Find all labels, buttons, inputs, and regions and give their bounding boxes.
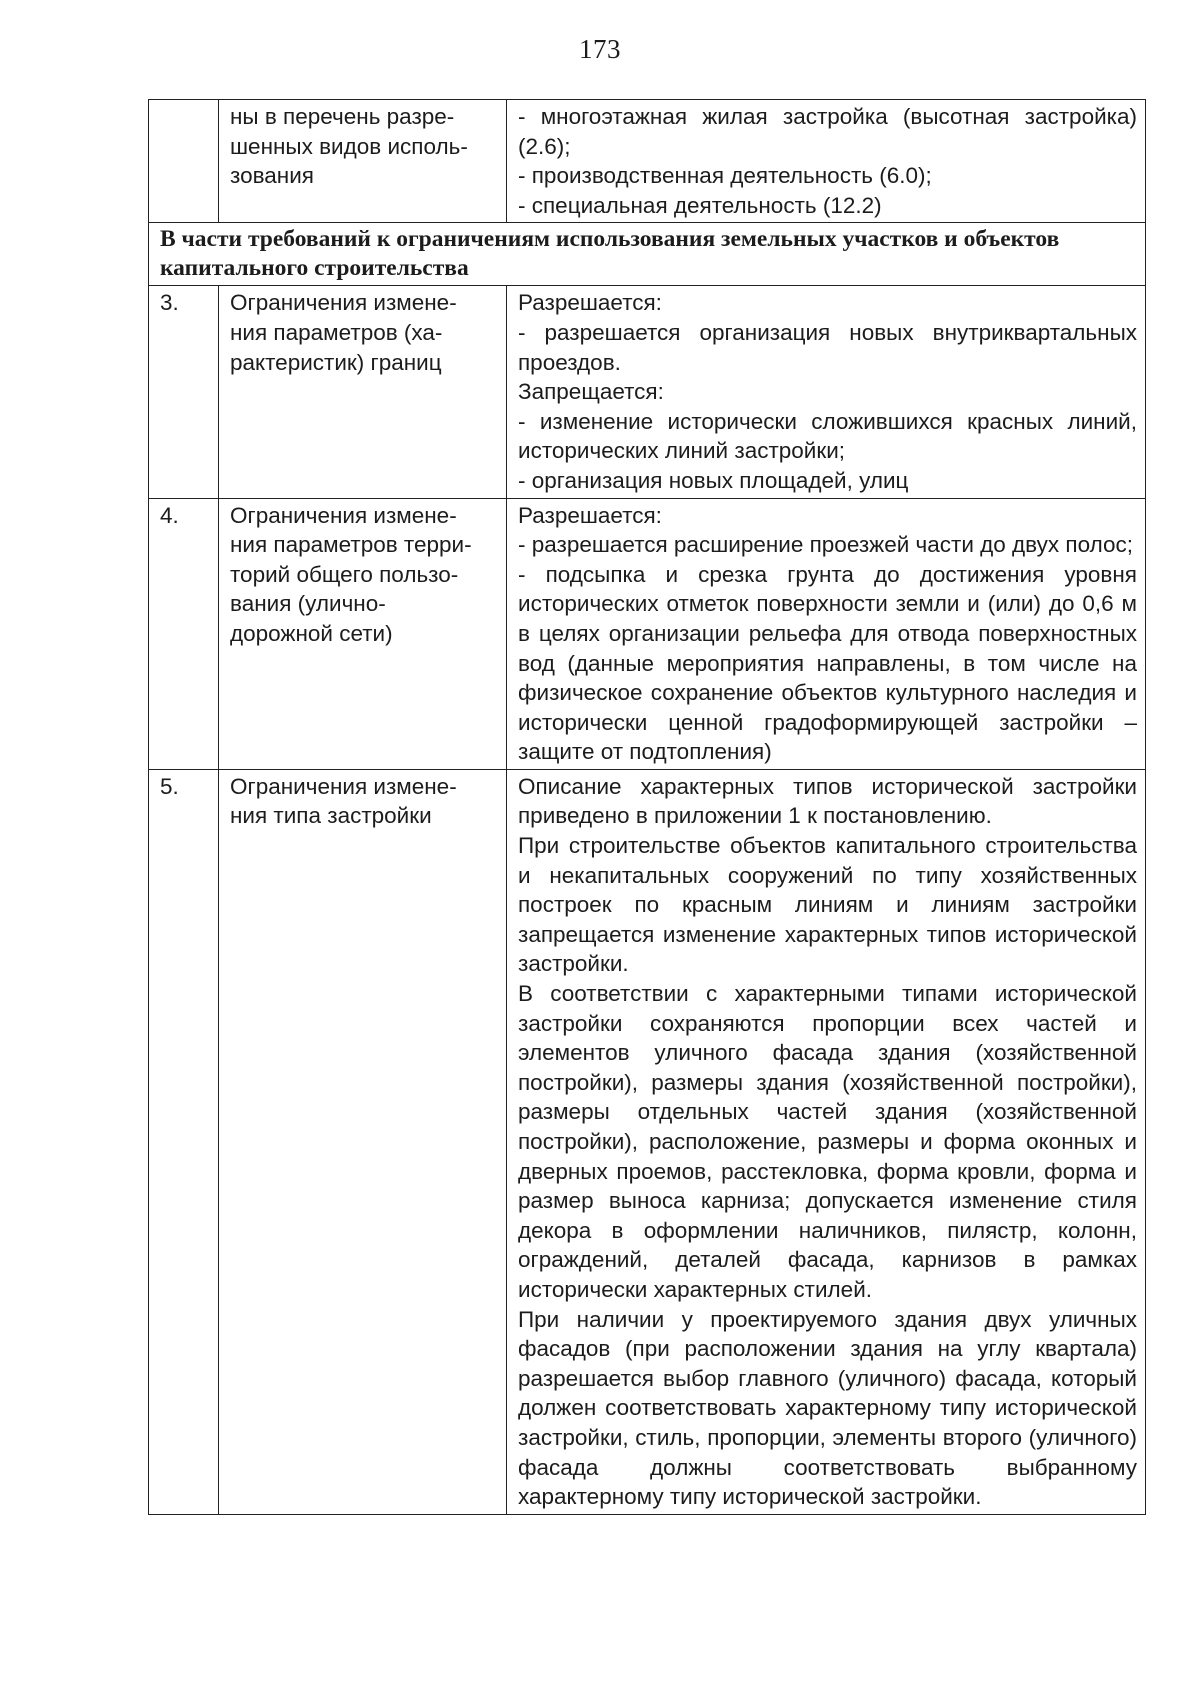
row-label-line: торий общего пользо-	[230, 561, 459, 587]
content-paragraph: - изменение исторически сложившихся красных линий, исторических линий застройки;	[518, 408, 1137, 464]
content-paragraph: - организация новых площадей, улиц	[518, 467, 909, 493]
row-label-line: Ограничения измене-	[230, 502, 457, 528]
row-label-line: вания (улично-	[230, 591, 386, 617]
row-label	[219, 100, 507, 223]
content-paragraph: - многоэтажная жилая застройка (высотная застройка) (2.6);	[518, 104, 1137, 159]
row-label-line: зования	[230, 163, 314, 189]
table-row	[149, 286, 1146, 498]
content-paragraph: Разрешается:	[518, 290, 662, 316]
row-content	[507, 769, 1146, 1514]
row-number: 5.	[149, 769, 219, 1514]
row-label-line: ны в перечень разре-	[230, 104, 455, 129]
content-paragraph: - подсыпка и срезка грунта до достижения уровня исторических отметок поверхности земли и (или) до 0,6 м в целях организации рельефа для отвода поверхностных вод (данные мероприятия направлены, в том числе на физическое сохранение объектов культурного наследия и исторически ценной градоформирующей застройки – защите от подтопления)	[518, 561, 1137, 765]
row-content	[507, 286, 1146, 498]
row-label-line: Ограничения измене-	[230, 773, 457, 799]
content-paragraph: Разрешается:	[518, 502, 662, 528]
page-number: 173	[579, 34, 621, 64]
content-paragraph: - специальная деятельность (12.2)	[518, 192, 882, 218]
content-paragraph: В соответствии с характерными типами исторической застройки сохраняются пропорции всех частей и элементов уличного фасада здания (хозяйственной постройки), размеры здания (хозяйственной постройки), размеры отдельных частей здания (хозяйственной постройки), расположение, размеры и форма оконных и дверных проемов, расстекловка, форма кровли, форма и размер выноса карниза; допускается изменение стиля декора в оформлении наличников, пилястр, колонн, ограждений, деталей фасада, карнизов в рамках исторически характерных стилей.	[518, 981, 1137, 1302]
row-label	[219, 769, 507, 1514]
regulations-table	[148, 99, 1146, 1515]
content-paragraph: Описание характерных типов исторической застройки приведено в приложении 1 к постановлению.	[518, 773, 1137, 829]
content-paragraph: При наличии у проектируемого здания двух уличных фасадов (при расположении здания на углу квартала) разрешается выбор главного (уличного) фасада, который должен соответствовать характерному типу исторической застройки, стиль, пропорции, элементы второго (уличного) фасада должны соответствовать выбранному характерному типу исторической застройки.	[518, 1306, 1137, 1510]
row-label-line: рактеристик) границ	[230, 349, 442, 375]
table-row	[149, 498, 1146, 769]
content-paragraph: При строительстве объектов капитального строительства и некапитальных сооружений по типу хозяйственных построек по красным линиям и линиям застройки запрещается изменение характерных типов исторической застройки.	[518, 833, 1137, 977]
row-label-line: ния параметров (ха-	[230, 319, 443, 345]
table-row	[149, 100, 1146, 223]
section-heading: В части требований к ограничениям использования земельных участков и объектов капитального строительства	[149, 223, 1146, 286]
row-label-line: ния параметров терри-	[230, 532, 472, 558]
row-content	[507, 498, 1146, 769]
row-label-line: ния типа застройки	[230, 803, 432, 829]
content-paragraph: - производственная деятельность (6.0);	[518, 163, 932, 189]
section-heading-row	[149, 223, 1146, 286]
content-paragraph: - разрешается организация новых внутриквартальных проездов.	[518, 319, 1137, 375]
content-paragraph: Запрещается:	[518, 379, 664, 405]
table-row	[149, 769, 1146, 1514]
row-label-line: дорожной сети)	[230, 620, 393, 646]
row-label-line: Ограничения измене-	[230, 290, 457, 316]
row-number	[149, 100, 219, 223]
row-label	[219, 498, 507, 769]
row-content	[507, 100, 1146, 223]
row-number: 3.	[149, 286, 219, 498]
content-paragraph: - разрешается расширение проезжей части до двух полос;	[518, 532, 1133, 558]
row-label	[219, 286, 507, 498]
row-label-line: шенных видов исполь-	[230, 133, 468, 159]
row-number: 4.	[149, 498, 219, 769]
